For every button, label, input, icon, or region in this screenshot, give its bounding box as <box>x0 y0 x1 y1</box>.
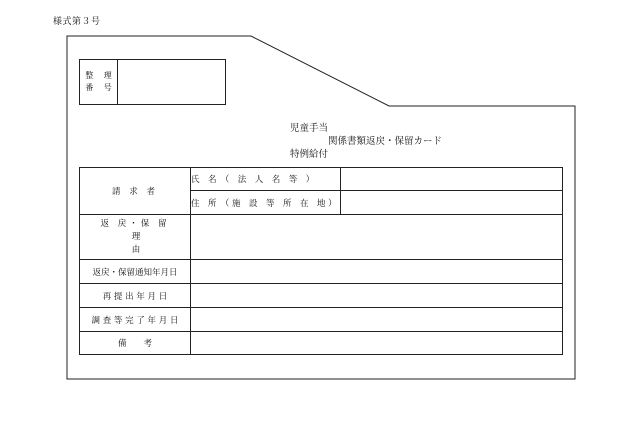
title-line-2: 関係書類返戻・保留カード <box>328 136 443 147</box>
name-label: 氏 名 （ 法 人 名 等 ） <box>191 168 341 191</box>
resubmit-date-label: 再 提 出 年 月 日 <box>80 284 191 308</box>
reason-value-field[interactable] <box>191 215 563 260</box>
resubmit-date-field[interactable] <box>191 284 563 308</box>
return-hold-table <box>79 167 563 355</box>
notice-date-field[interactable] <box>191 260 563 284</box>
reason-label: 返 戻・保 留 理 由 <box>80 215 191 260</box>
title-line-3: 特例給付 <box>290 149 329 160</box>
notice-date-label: 返戻・保留通知年月日 <box>80 260 191 284</box>
address-value-field[interactable] <box>341 191 563 215</box>
survey-date-label: 調 査 等 完 了 年 月 日 <box>80 308 191 332</box>
seiri-bango-value-field[interactable] <box>118 60 225 104</box>
address-label: 住 所 （ 施 設 等 所 在 地 ） <box>191 191 341 215</box>
remarks-field[interactable] <box>191 332 563 355</box>
survey-date-field[interactable] <box>191 308 563 332</box>
title-line-1: 児童手当 <box>290 123 329 134</box>
seiri-bango-box <box>79 59 226 105</box>
form-number: 様式第３号 <box>53 17 101 27</box>
remarks-label: 備 考 <box>80 332 191 355</box>
name-value-field[interactable] <box>341 168 563 191</box>
requester-label: 請 求 者 <box>80 168 191 215</box>
seiri-bango-label: 整 理 番 号 <box>80 60 118 104</box>
